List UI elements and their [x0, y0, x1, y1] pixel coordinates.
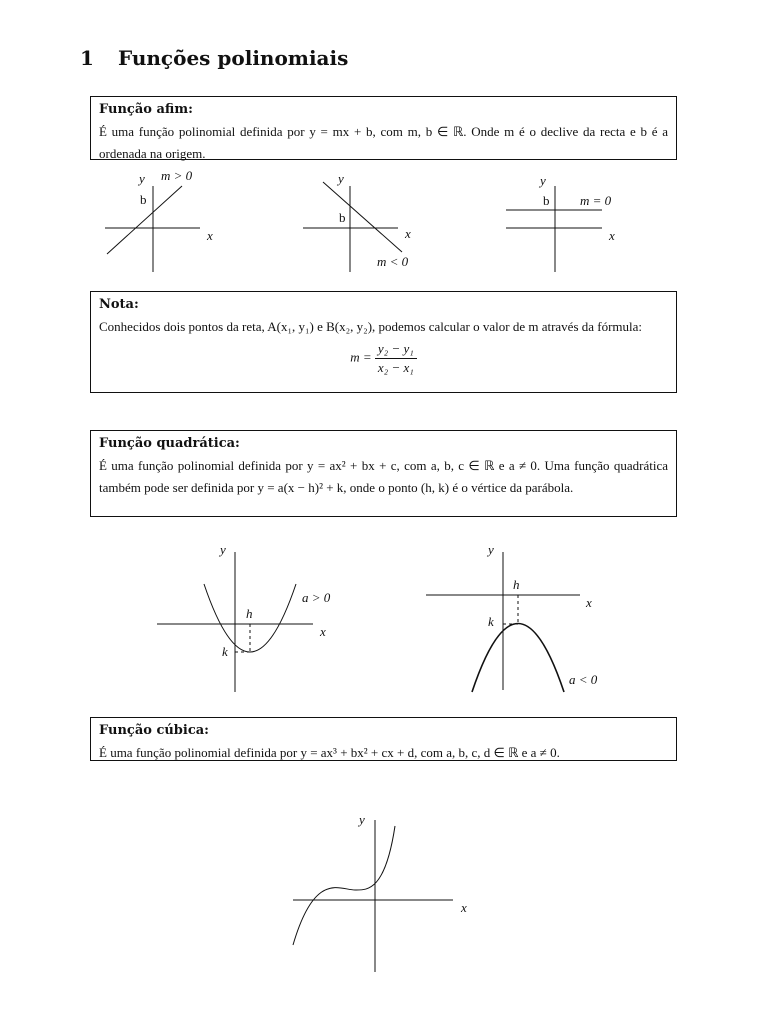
quadratica-box: [90, 430, 677, 517]
nota-box: [90, 291, 677, 393]
formula-denominator: x₂ − x₁: [377, 360, 414, 375]
x-label: x: [609, 228, 615, 243]
x-label: x: [207, 228, 213, 243]
plot-linear-zero: [500, 168, 640, 278]
parabola-down: [472, 624, 564, 693]
y-label: y: [139, 171, 145, 186]
cubica-text: É uma função polinomial definida por y = ax³ + bx² + cx + d, com a, b, c, d ∈ ℝ e a ≠ 0.: [99, 745, 560, 760]
cubic-curve: [293, 826, 395, 945]
k-label: k: [488, 614, 494, 629]
x-label: x: [586, 595, 592, 610]
b-label: b: [339, 210, 346, 225]
cubica-box: [90, 717, 677, 761]
formula-fraction: [375, 340, 417, 377]
section-title: [80, 46, 348, 70]
y-label: y: [540, 173, 546, 188]
plot-linear-positive: [95, 168, 235, 278]
plot-cubic: [285, 810, 485, 980]
b-label: b: [140, 192, 147, 207]
k-label: k: [222, 644, 228, 659]
y-label: y: [359, 812, 365, 827]
nota-heading: Nota:: [99, 297, 139, 312]
plot-quadratic-positive: [150, 540, 350, 700]
condition-label: a < 0: [569, 672, 598, 687]
afim-text: É uma função polinomial definida por y = mx + b, com m, b ∈ ℝ. Onde m é o declive da recta e b é a ordenada na origem.: [99, 124, 668, 161]
x-label: x: [461, 900, 467, 915]
condition-label: m < 0: [377, 254, 409, 269]
cubica-heading: Função cúbica:: [99, 723, 209, 738]
quadratica-text: É uma função polinomial definida por y = ax² + bx + c, com a, b, c ∈ ℝ e a ≠ 0. Uma função quadrática também pode ser definida por y = a(x − h)² + k, onde o ponto (h, k) é o vértice da parábola.: [99, 458, 668, 495]
afim-heading: Função afim:: [99, 102, 193, 117]
y-label: y: [220, 542, 226, 557]
formula-numerator: y₂ − y₁: [375, 340, 417, 359]
b-label: b: [543, 193, 550, 208]
y-label: y: [488, 542, 494, 557]
formula-lhs: m =: [350, 349, 372, 365]
slope-formula: [99, 340, 668, 377]
afim-box: [90, 96, 677, 160]
condition-label: a > 0: [302, 590, 331, 605]
y-label: y: [338, 171, 344, 186]
x-label: x: [320, 624, 326, 639]
plot-linear-negative: [295, 168, 435, 278]
condition-label: m = 0: [580, 193, 612, 208]
h-label: h: [246, 606, 253, 621]
line-negative-slope: [323, 182, 402, 252]
x-label: x: [405, 226, 411, 241]
plot-quadratic-negative: [420, 540, 640, 700]
condition-label: m > 0: [161, 168, 193, 183]
quadratica-heading: Função quadrática:: [99, 436, 240, 451]
h-label: h: [513, 577, 520, 592]
nota-text: Conhecidos dois pontos da reta, A(x₁, y₁) e B(x₂, y₂), podemos calcular o valor de m através da fórmula:: [99, 319, 643, 334]
section-number: 1: [80, 46, 94, 70]
section-title-text: Funções polinomiais: [118, 46, 349, 70]
